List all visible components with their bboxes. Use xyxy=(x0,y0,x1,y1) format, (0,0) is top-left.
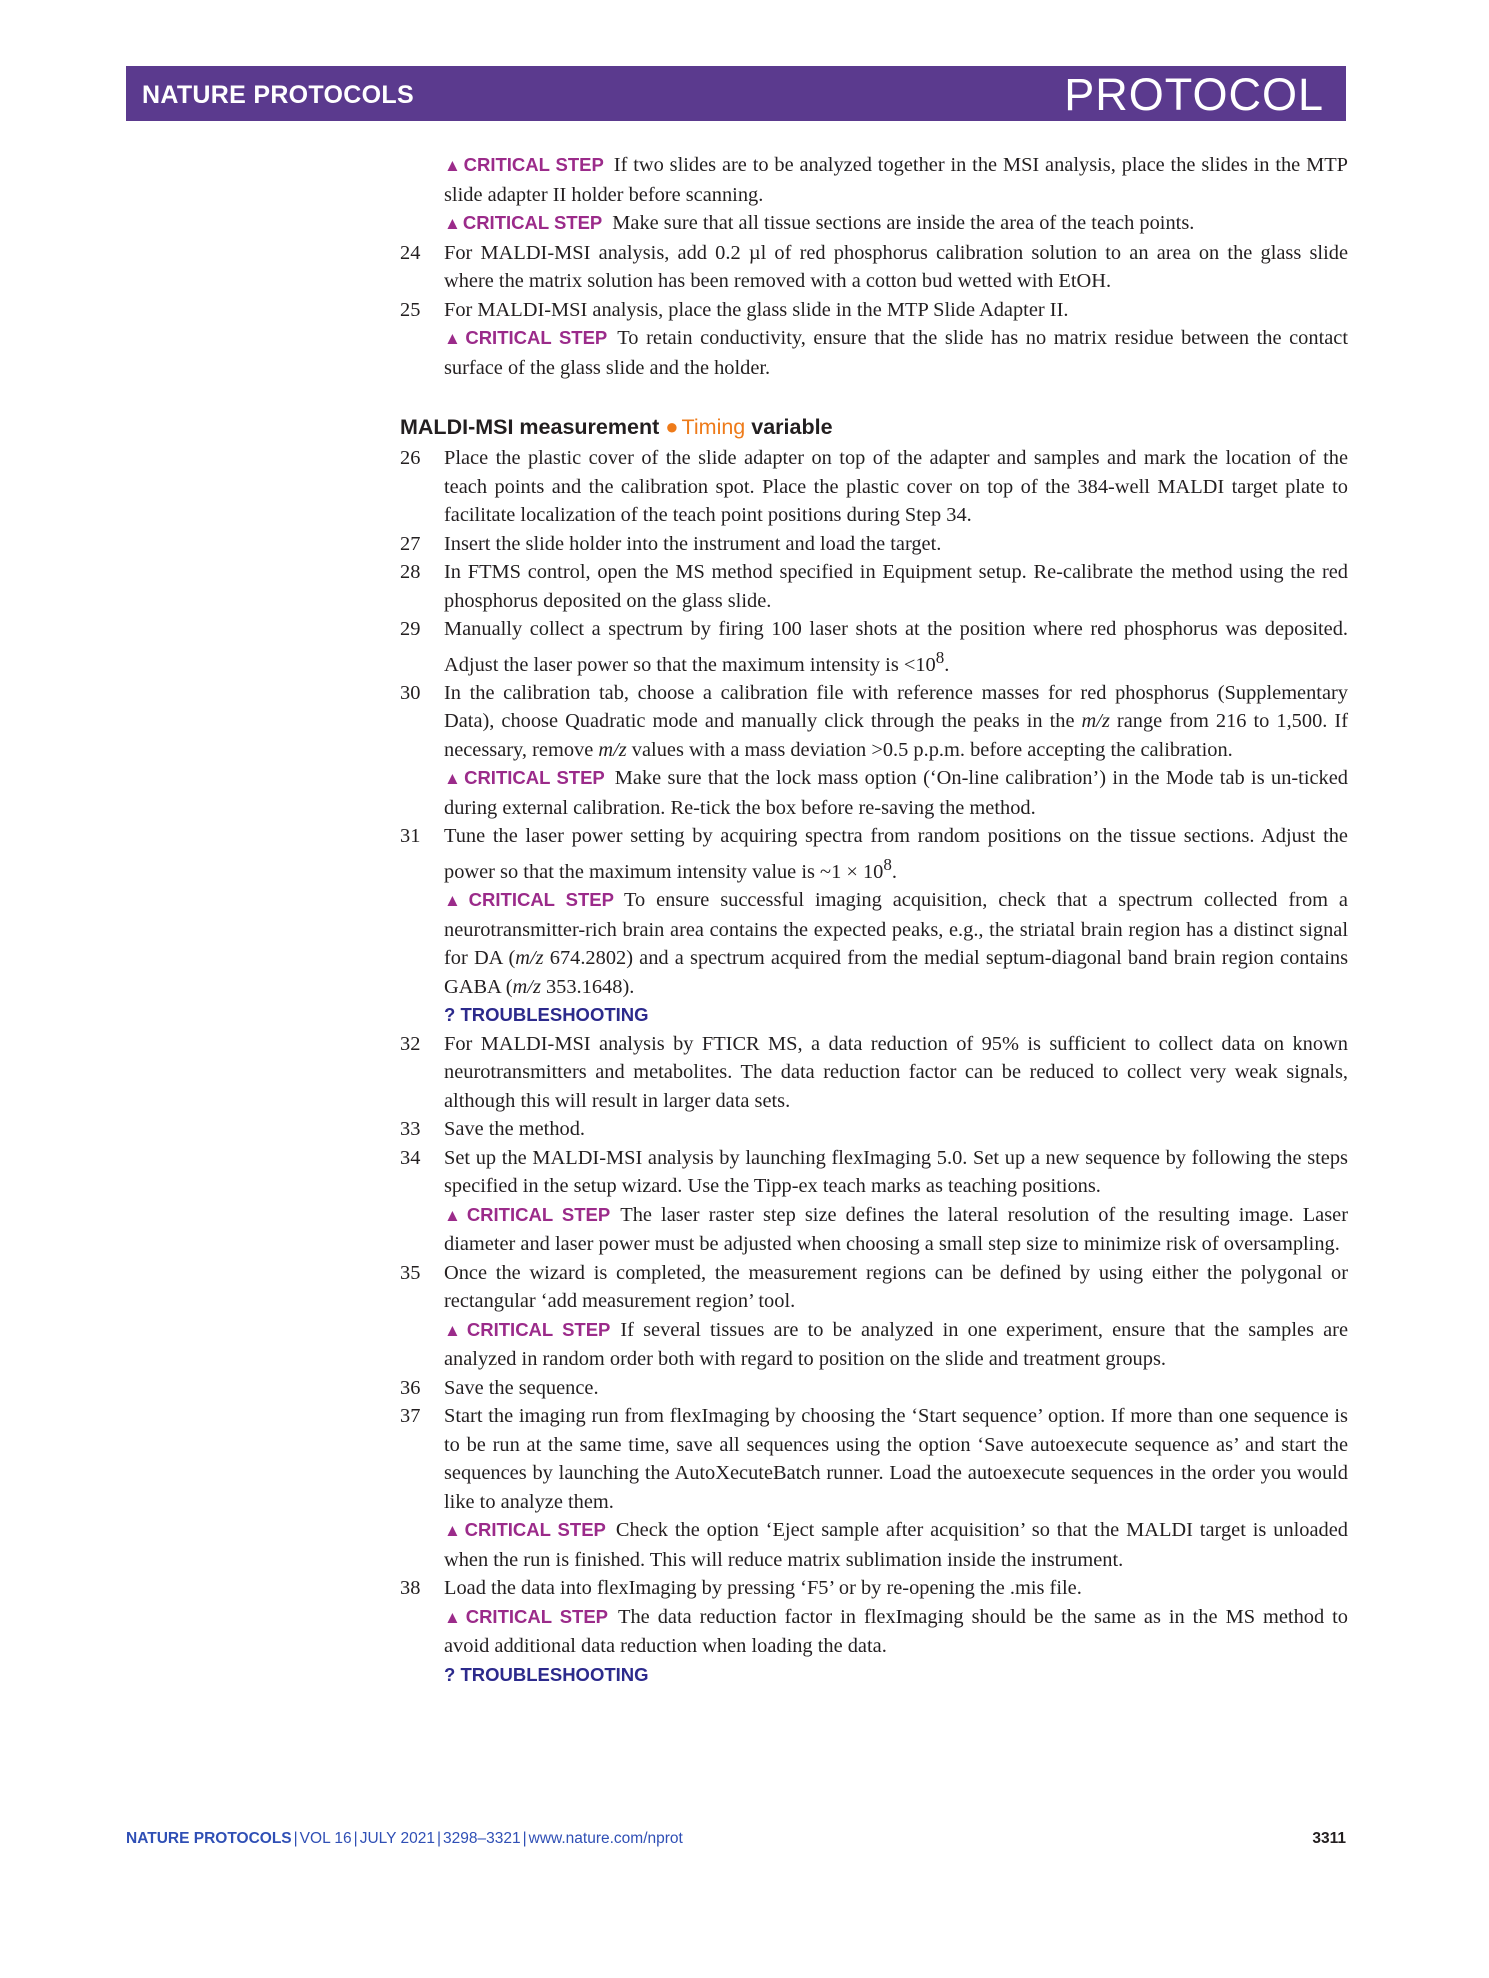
protocol-body xyxy=(400,151,1348,1689)
step-number: 33 xyxy=(400,1118,421,1141)
footer-journal: NATURE PROTOCOLS xyxy=(126,1830,292,1847)
footer-date: JULY 2021 xyxy=(359,1830,435,1847)
critical-note: ▲ CRITICAL STEP The data reduction factor in flexImaging should be the same as in the MS method to avoid additional data reduction when loading the data. xyxy=(444,1605,1348,1658)
step-number: 29 xyxy=(400,618,421,640)
timing-label: Timing xyxy=(681,415,746,439)
step-25: 25 For MALDI-MSI analysis, place the glass slide in the MTP Slide Adapter II. xyxy=(400,296,1348,325)
step-32: 32 For MALDI-MSI analysis by FTICR MS, a data reduction of 95% is sufficient to collect data on known neurotransmitters and metabolites. The data reduction factor can be reduced to collect very weak signals, although this will result in larger data sets. xyxy=(400,1030,1348,1116)
footer-url-link[interactable]: www.nature.com/nprot xyxy=(528,1830,683,1847)
step-35: 35 Once the wizard is completed, the measurement regions can be defined by using either the polygonal or rectangular ‘add measurement region’ tool. xyxy=(400,1259,1348,1316)
page-number: 3311 xyxy=(1312,1830,1346,1847)
triangle-icon: ▲ xyxy=(444,769,463,789)
triangle-icon: ▲ xyxy=(444,1320,465,1340)
critical-note: ▲ CRITICAL STEP To retain conductivity, ensure that the slide has no matrix residue between the contact surface of the glass slide and the holder. xyxy=(444,327,1348,379)
step-number: 24 xyxy=(400,241,421,264)
triangle-icon: ▲ xyxy=(444,1205,465,1225)
step-29: 29 Manually collect a spectrum by firing 100 laser shots at the position where red phosphorus was deposited. Adjust the laser power so that the maximum intensity is $<10^8$. xyxy=(400,615,1348,679)
step-number: 37 xyxy=(400,1405,421,1428)
step-number: 25 xyxy=(400,298,421,321)
step-24: 24 For MALDI-MSI analysis, add 0.2 µl of red phosphorus calibration solution to an area on the glass slide where the matrix solution has been removed with a cotton bud wetted with EtOH. xyxy=(400,239,1348,296)
critical-step-label: ▲ CRITICAL STEP xyxy=(444,212,603,233)
troubleshooting-link[interactable]: ? TROUBLESHOOTING xyxy=(444,1663,649,1685)
critical-step-label: ▲ CRITICAL STEP xyxy=(444,1605,609,1627)
step-33: 33 Save the method. xyxy=(400,1115,1348,1144)
step-number: 27 xyxy=(400,532,421,555)
step-number: 36 xyxy=(400,1376,421,1399)
step-number: 26 xyxy=(400,447,421,469)
critical-step-label: ▲ CRITICAL STEP xyxy=(444,1203,611,1225)
step-number: 28 xyxy=(400,561,421,583)
step-38: 38 Load the data into flexImaging by pressing ‘F5’ or by re-opening the .mis file. xyxy=(400,1574,1348,1603)
critical-step-label: ▲ CRITICAL STEP xyxy=(444,889,614,911)
section-title: MALDI-MSI measurement xyxy=(400,415,660,439)
triangle-icon: ▲ xyxy=(444,214,461,233)
step-26: 26 Place the plastic cover of the slide adapter on top of the adapter and samples and mark the location of the teach points and the calibration spot. Place the plastic cover on top of the 384-well MALDI target plate to facilitate localization of the teach point positions during Step 34. xyxy=(400,444,1348,530)
critical-step-label: ▲ CRITICAL STEP xyxy=(444,154,604,175)
critical-note: ▲ CRITICAL STEP If several tissues are to be analyzed in one experiment, ensure that the samples are analyzed in random order both with regard to position on the slide and treatment groups. xyxy=(444,1318,1349,1371)
timing-dot-icon: ● xyxy=(665,414,679,439)
step-34: 34 Set up the MALDI-MSI analysis by launching flexImaging 5.0. Set up a new sequence by following the steps specified in the setup wizard. Use the Tipp-ex teach marks as teaching positions. xyxy=(400,1144,1348,1201)
article-type: PROTOCOL xyxy=(1064,69,1324,120)
critical-note: ▲ CRITICAL STEP If two slides are to be analyzed together in the MSI analysis, place the slides in the MTP slide adapter II holder before scanning. xyxy=(444,154,1349,206)
step-number: 35 xyxy=(400,1261,421,1284)
triangle-icon: ▲ xyxy=(444,156,462,175)
critical-note: ▲ CRITICAL STEP The laser raster step size defines the lateral resolution of the resulting image. Laser diameter and laser power must be adjusted when choosing a small step size to minimize risk of oversampling. xyxy=(444,1203,1349,1256)
section-heading xyxy=(400,412,1348,442)
critical-step-label: ▲ CRITICAL STEP xyxy=(444,1519,606,1541)
step-number: 38 xyxy=(400,1577,421,1600)
critical-step-label: ▲ CRITICAL STEP xyxy=(444,1318,611,1340)
step-number: 31 xyxy=(400,825,421,848)
triangle-icon: ▲ xyxy=(444,891,467,911)
page-footer: NATURE PROTOCOLS | VOL 16 | JULY 2021 | 3298–3321 | www.nature.com/nprot 3311 xyxy=(126,1830,1346,1847)
critical-note: ▲ CRITICAL STEP Check the option ‘Eject sample after acquisition’ so that the MALDI target is unloaded when the run is finished. This will reduce matrix sublimation inside the instrument. xyxy=(444,1519,1348,1571)
step-28: 28 In FTMS control, open the MS method specified in Equipment setup. Re-calibrate the method using the red phosphorus deposited on the glass slide. xyxy=(400,558,1348,615)
step-30: 30 In the calibration tab, choose a calibration file with reference masses for red phosphorus (Supplementary Data), choose Quadratic mode and manually click through the peaks in the m/z range from 216 to 1,500. If necessary, remove m/z values with a mass deviation >0.5 p.p.m. before accepting the calibration. xyxy=(400,679,1348,765)
step-number: 32 xyxy=(400,1032,421,1055)
triangle-icon: ▲ xyxy=(444,1521,463,1541)
step-number: 34 xyxy=(400,1146,421,1169)
footer-pages: 3298–3321 xyxy=(443,1830,521,1847)
triangle-icon: ▲ xyxy=(444,1607,464,1627)
page-header xyxy=(126,66,1346,121)
timing-value: variable xyxy=(751,415,833,439)
step-36: 36 Save the sequence. xyxy=(400,1374,1348,1403)
journal-name: NATURE PROTOCOLS xyxy=(142,81,414,109)
footer-volume: VOL 16 xyxy=(299,1830,352,1847)
step-27: 27 Insert the slide holder into the instrument and load the target. xyxy=(400,530,1348,559)
step-37: 37 Start the imaging run from flexImaging by choosing the ‘Start sequence’ option. If more than one sequence is to be run at the same time, save all sequences using the option ‘Save autoexecute sequence as’ and start the sequences by launching the AutoXecuteBatch runner. Load the autoexecute sequences in the order you would like to analyze them. xyxy=(400,1402,1348,1516)
step-31: 31 Tune the laser power setting by acquiring spectra from random positions on the tissue sections. Adjust the power so that the maximum intensity value is ~1 × $10^8$. xyxy=(400,822,1348,886)
triangle-icon: ▲ xyxy=(444,329,464,348)
critical-step-label: ▲ CRITICAL STEP xyxy=(444,327,608,348)
critical-step-label: ▲ CRITICAL STEP xyxy=(444,767,605,789)
step-number: 30 xyxy=(400,681,421,704)
critical-note: ▲ CRITICAL STEP Make sure that the lock mass option (‘On-line calibration’) in the Mode tab is un-ticked during external calibration. Re-tick the box before re-saving the method. xyxy=(444,767,1348,819)
critical-note: ▲ CRITICAL STEP To ensure successful imaging acquisition, check that a spectrum collected from a neurotransmitter-rich brain area contains the expected peaks, e.g., the striatal brain region has a distinct signal for DA (m/z 674.2802) and a spectrum acquired from the medial septum-diagonal band brain region contains GABA (m/z 353.1648). xyxy=(444,889,1349,998)
troubleshooting-link[interactable]: ? TROUBLESHOOTING xyxy=(444,1004,649,1026)
critical-note: ▲ CRITICAL STEP Make sure that all tissue sections are inside the area of the teach points. xyxy=(444,212,1195,234)
